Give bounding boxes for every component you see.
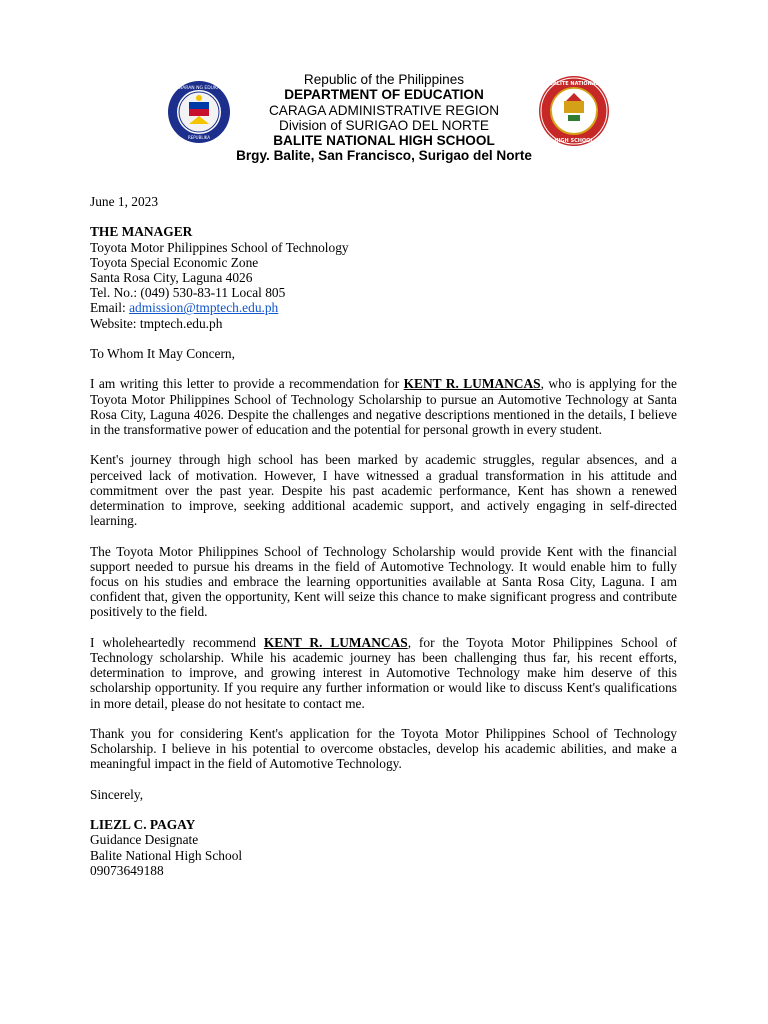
letterhead-address: Brgy. Balite, San Francisco, Surigao del Norte bbox=[236, 148, 532, 164]
svg-text:REPUBLIKA: REPUBLIKA bbox=[187, 135, 211, 140]
paragraph-1-end: , who is applying for the Toyota Motor Philippines School of Technology Scholarship to pursue an Automotive Technology at Santa Rosa City, Laguna 4026. Despite the challenges and negative descriptions mentioned in the details, I believe in the transformative power of education and the potential for personal growth in every student. bbox=[90, 376, 677, 437]
letterhead-division: Division of SURIGAO DEL NORTE bbox=[279, 117, 489, 133]
signatory-name: LIEZL C. PAGAY bbox=[90, 817, 196, 833]
letterhead-school: BALITE NATIONAL HIGH SCHOOL bbox=[273, 133, 495, 149]
student-name-2: KENT R. LUMANCAS bbox=[263, 634, 408, 650]
signatory-school: Balite National High School bbox=[90, 847, 243, 863]
paragraph-4-end: , for the Toyota Motor Philippines School of Technology scholarship. While his academic journey has been challenging thus far, his recent efforts, determination to improve, and growing interest in Automotive Technology make him deserve of this scholarship opportunity. If you require any further information or would like to discuss Kent's qualifications in more detail, please do not hesitate to contact me. bbox=[90, 634, 678, 711]
svg-text:KAGAWARAN NG EDUKASYON: KAGAWARAN NG EDUKASYON bbox=[167, 86, 231, 91]
recipient-title: THE MANAGER bbox=[90, 224, 193, 240]
recipient-org: Toyota Motor Philippines School of Technology bbox=[90, 239, 349, 255]
letter-body bbox=[90, 194, 677, 878]
signatory-position: Guidance Designate bbox=[90, 832, 199, 848]
recipient-zone: Toyota Special Economic Zone bbox=[90, 254, 259, 270]
recipient-website: Website: tmptech.edu.ph bbox=[90, 315, 223, 331]
recipient-city: Santa Rosa City, Laguna 4026 bbox=[90, 270, 253, 285]
letterhead-text bbox=[0, 72, 768, 164]
letterhead-region: CARAGA ADMINISTRATIVE REGION bbox=[268, 102, 500, 118]
recipient-email-label: Email: bbox=[90, 300, 130, 316]
balite-nhs-seal-icon bbox=[538, 75, 610, 147]
svg-text:HIGH SCHOOL: HIGH SCHOOL bbox=[554, 138, 594, 144]
student-name: KENT R. LUMANCAS bbox=[403, 376, 541, 392]
signatory-phone: 09073649188 bbox=[90, 862, 164, 878]
recipient-email-line bbox=[90, 300, 677, 315]
paragraph-1-start: I am writing this letter to provide a recommendation for bbox=[90, 376, 404, 392]
paragraph-4 bbox=[90, 635, 677, 711]
recipient-tel: Tel. No.: (049) 530-83-11 Local 805 bbox=[90, 285, 286, 301]
paragraph-1 bbox=[90, 376, 677, 437]
recipient-email-link[interactable]: admission@tmptech.edu.ph bbox=[129, 300, 279, 316]
letter-date: June 1, 2023 bbox=[90, 194, 159, 209]
paragraph-4-start: I wholeheartedly recommend bbox=[90, 634, 264, 650]
salutation: To Whom It May Concern, bbox=[90, 346, 235, 361]
letterhead bbox=[0, 72, 768, 168]
letterhead-republic: Republic of the Philippines bbox=[303, 72, 465, 87]
closing: Sincerely, bbox=[90, 786, 144, 802]
svg-text:BALITE NATIONAL: BALITE NATIONAL bbox=[549, 81, 599, 87]
paragraph-5: Thank you for considering Kent's application for the Toyota Motor Philippines School of Technology Scholarship. I believe in his potential to overcome obstacles, develop his academic abilities, and make a meaningful impact in the field of Automotive Technology. bbox=[90, 726, 677, 772]
paragraph-3: The Toyota Motor Philippines School of Technology Scholarship would provide Kent with the financial support needed to pursue his dreams in the field of Automotive Technology. It would enable him to fully focus on his studies and embrace the learning opportunities available at Santa Rosa City, Laguna. I am confident that, given the opportunity, Kent will seize this chance to make significant progress and contribute positively to the field. bbox=[90, 543, 677, 620]
paragraph-2: Kent's journey through high school has been marked by academic struggles, regular absences, and a perceived lack of motivation. However, I have witnessed a gradual transformation in his attitude and commitment over the past year. Despite his past academic performance, Kent has shown a renewed determination to improve, seeking additional academic support, and actively engaging in self-directed learning. bbox=[90, 452, 677, 529]
letterhead-department: DEPARTMENT OF EDUCATION bbox=[284, 87, 484, 103]
